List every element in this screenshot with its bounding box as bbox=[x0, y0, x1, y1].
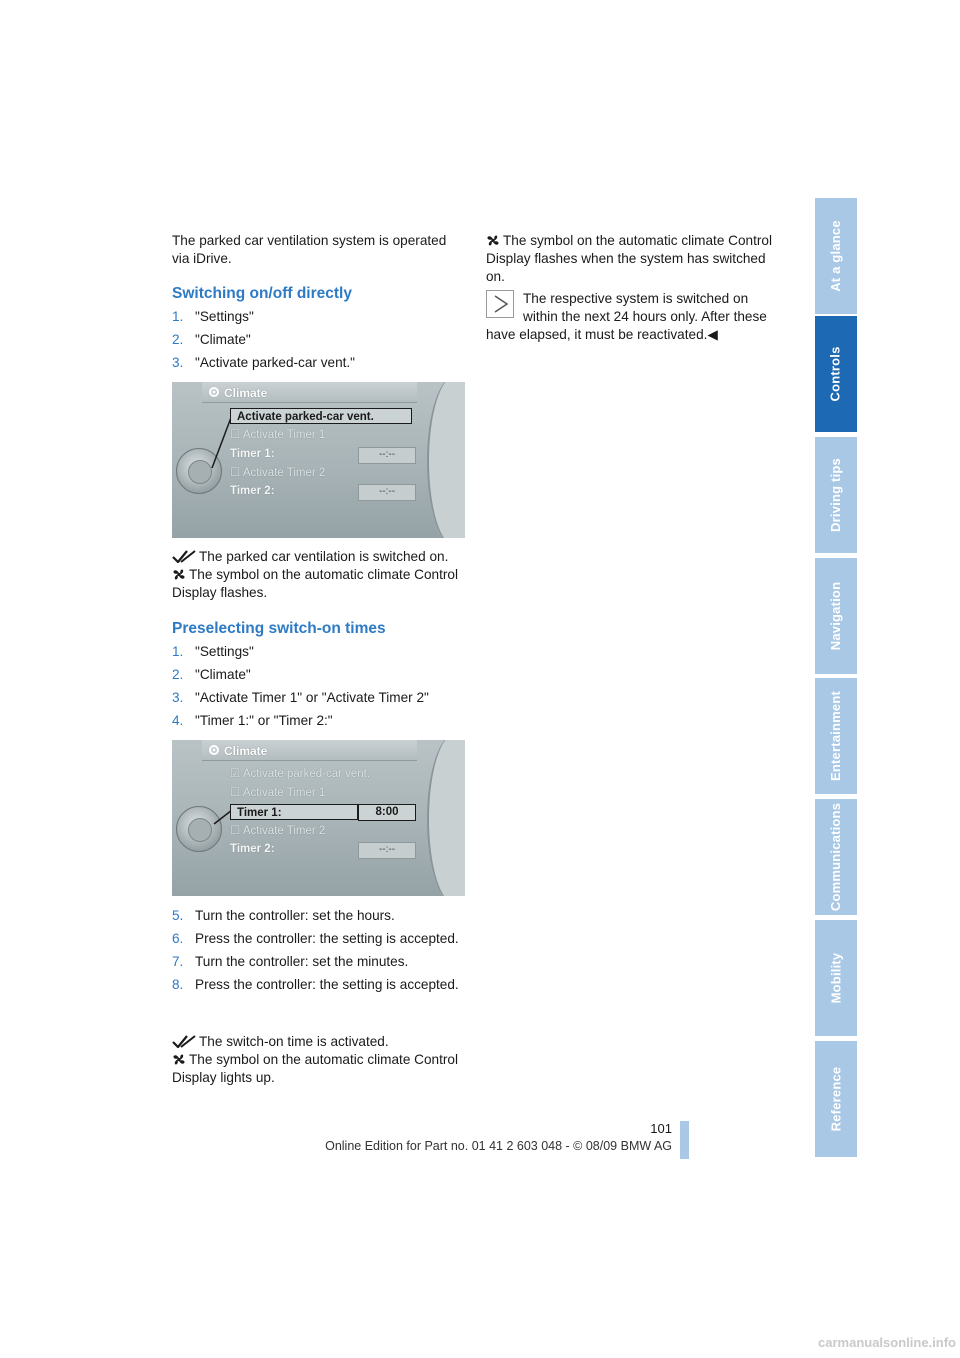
list-item bbox=[172, 976, 466, 994]
footer-bar bbox=[680, 1121, 689, 1159]
note-first-line: The respective system is switched on bbox=[523, 291, 749, 306]
note-switched-on: The parked car ventilation is switched on. bbox=[172, 548, 466, 566]
list-item bbox=[172, 953, 466, 971]
step-number: 6. bbox=[172, 931, 184, 946]
list-item bbox=[172, 930, 466, 948]
fan-icon bbox=[172, 1053, 186, 1066]
step-number: 8. bbox=[172, 977, 184, 992]
steps-list-3 bbox=[172, 907, 466, 999]
menu-row-activate-timer1[interactable]: ☐ Activate Timer 1 bbox=[230, 429, 326, 441]
section-heading: Preselecting switch-on times bbox=[172, 620, 386, 637]
step-text: "Settings" bbox=[195, 309, 254, 324]
tab-at-a-glance[interactable] bbox=[815, 198, 857, 316]
row-label: Activate Timer 2 bbox=[242, 825, 326, 837]
side-chapter-tabs bbox=[815, 198, 857, 1160]
section-switching bbox=[172, 285, 466, 303]
step-text: "Climate" bbox=[195, 667, 251, 682]
timer2-value: --:-- bbox=[358, 484, 416, 501]
end-marker-icon: ◀ bbox=[707, 327, 718, 342]
intro-text: The parked car ventilation system is operated via iDrive. bbox=[172, 233, 447, 266]
screen-bezel bbox=[427, 740, 465, 896]
step-text: "Activate parked-car vent." bbox=[195, 355, 356, 370]
screen-title: Climate bbox=[224, 744, 268, 758]
row-label: Activate parked-car vent. bbox=[242, 768, 371, 780]
timer1-value: 8:00 bbox=[358, 804, 416, 821]
tab-label: Reference bbox=[828, 1066, 844, 1132]
step-number: 3. bbox=[172, 690, 184, 705]
fan-icon bbox=[172, 568, 186, 581]
step-number: 4. bbox=[172, 713, 184, 728]
row-label: Timer 2: bbox=[230, 485, 275, 497]
section2-notes bbox=[172, 1033, 466, 1087]
step-text: Turn the controller: set the minutes. bbox=[195, 954, 409, 969]
page-number: 101 bbox=[650, 1121, 672, 1136]
row-label: Activate parked-car vent. bbox=[237, 411, 374, 423]
step-number: 2. bbox=[172, 332, 184, 347]
tab-label: Entertainment bbox=[828, 690, 844, 782]
list-item bbox=[172, 666, 466, 684]
step-number: 7. bbox=[172, 954, 184, 969]
step-number: 1. bbox=[172, 644, 184, 659]
tab-reference[interactable] bbox=[815, 1041, 857, 1159]
list-item bbox=[172, 712, 466, 730]
checkmark-icon bbox=[172, 550, 196, 563]
step-text: Press the controller: the setting is accepted. bbox=[195, 931, 459, 946]
menu-row-activate-timer2[interactable]: ☐ Activate Timer 2 bbox=[230, 825, 326, 837]
tab-label: Controls bbox=[828, 346, 844, 402]
step-text: "Activate Timer 1" or "Activate Timer 2" bbox=[195, 690, 429, 705]
step-text: Press the controller: the setting is accepted. bbox=[195, 977, 459, 992]
menu-row-activate-timer1[interactable]: ☐ Activate Timer 1 bbox=[230, 787, 326, 799]
tab-entertainment[interactable] bbox=[815, 678, 857, 796]
menu-row-timer2[interactable] bbox=[230, 841, 275, 857]
row-label: Activate Timer 1 bbox=[242, 429, 326, 441]
list-item bbox=[172, 331, 466, 349]
section1-notes bbox=[172, 548, 466, 602]
note-box bbox=[486, 290, 514, 318]
timer1-value: --:-- bbox=[358, 447, 416, 464]
note-second-line: within the next 24 hours only. After these bbox=[523, 309, 767, 324]
list-item bbox=[172, 354, 466, 372]
tab-label: Navigation bbox=[828, 581, 843, 651]
left-column bbox=[172, 232, 466, 268]
settings-gear-icon bbox=[208, 386, 220, 398]
watermark: carmanualsonline.info bbox=[818, 1335, 956, 1350]
timer2-value: --:-- bbox=[358, 842, 416, 859]
list-item bbox=[172, 643, 466, 661]
tab-label: Communications bbox=[828, 802, 844, 912]
list-item bbox=[172, 907, 466, 925]
step-text: "Timer 1:" or "Timer 2:" bbox=[195, 713, 333, 728]
menu-row-activate-timer2[interactable]: ☐ Activate Timer 2 bbox=[230, 467, 326, 479]
tab-communications[interactable] bbox=[815, 799, 857, 917]
note-triangle-icon bbox=[487, 291, 513, 317]
tab-controls[interactable] bbox=[815, 316, 857, 434]
menu-row-timer1[interactable] bbox=[230, 804, 358, 820]
menu-row-activate-vent[interactable] bbox=[230, 408, 412, 424]
section-heading: Switching on/off directly bbox=[172, 285, 352, 302]
tab-label: Driving tips bbox=[828, 458, 844, 532]
row-label: Activate Timer 2 bbox=[242, 467, 326, 479]
settings-gear-icon bbox=[208, 744, 220, 756]
step-number: 1. bbox=[172, 309, 184, 324]
right-para bbox=[486, 232, 778, 286]
screen-title: Climate bbox=[224, 386, 268, 400]
step-number: 5. bbox=[172, 908, 184, 923]
step-text: "Settings" bbox=[195, 644, 254, 659]
steps-list bbox=[172, 308, 466, 377]
list-item bbox=[172, 308, 466, 326]
note-symbol-lights-up: The symbol on the automatic climate Control Display lights up. bbox=[172, 1052, 458, 1085]
idrive-screen-climate-1 bbox=[172, 382, 465, 538]
step-text: "Climate" bbox=[195, 332, 251, 347]
screen-bezel bbox=[427, 382, 465, 538]
checkmark-icon bbox=[172, 1035, 196, 1048]
idrive-screen-climate-2 bbox=[172, 740, 465, 896]
tab-label: At a glance bbox=[828, 220, 843, 292]
row-label: Timer 2: bbox=[230, 843, 275, 855]
step-text: Turn the controller: set the hours. bbox=[195, 908, 395, 923]
steps-list-2 bbox=[172, 643, 466, 735]
tab-label: Mobility bbox=[828, 952, 843, 1004]
menu-row-timer1[interactable] bbox=[230, 446, 275, 462]
row-label: Timer 1: bbox=[237, 807, 282, 819]
section-preselecting bbox=[172, 620, 466, 638]
row-label: Timer 1: bbox=[230, 448, 275, 460]
note-third-line: have elapsed, it must be reactivated.◀ bbox=[486, 327, 718, 342]
menu-row-timer2[interactable] bbox=[230, 483, 275, 499]
tab-mobility[interactable] bbox=[815, 920, 857, 1038]
menu-row-activate-vent[interactable]: ☑ Activate parked-car vent. bbox=[230, 768, 371, 780]
step-number: 3. bbox=[172, 355, 184, 370]
tab-navigation[interactable] bbox=[815, 558, 857, 676]
tab-driving-tips[interactable] bbox=[815, 437, 857, 555]
symbol-flashes-text: The symbol on the automatic climate Control Display flashes when the system has switched on. bbox=[486, 233, 772, 284]
fan-icon bbox=[486, 234, 500, 247]
step-number: 2. bbox=[172, 667, 184, 682]
footer-edition: Online Edition for Part no. 01 41 2 603 048 - © 08/09 BMW AG bbox=[325, 1139, 672, 1153]
row-label: Activate Timer 1 bbox=[242, 787, 326, 799]
note-switch-on-activated: The switch-on time is activated. bbox=[172, 1033, 466, 1051]
list-item bbox=[172, 689, 466, 707]
note-symbol-flashes: The symbol on the automatic climate Control Display flashes. bbox=[172, 567, 458, 600]
